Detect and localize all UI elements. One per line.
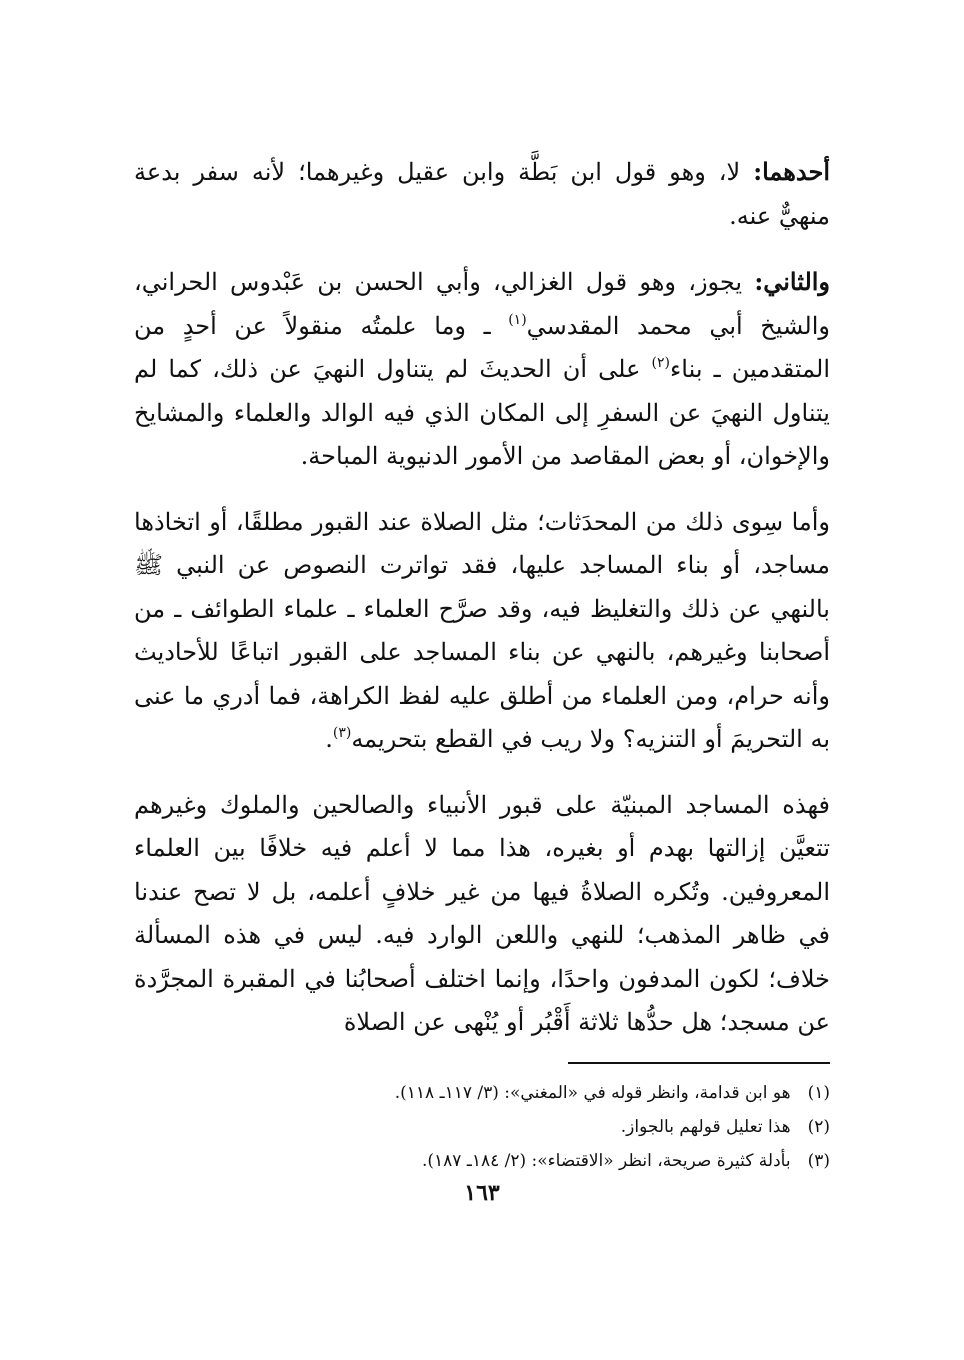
footnote-text: هذا تعليل قولهم بالجواز. (620, 1117, 791, 1137)
paragraph-text: يجوز، وهو قول الغزالي، وأبي الحسن بن عَبْدوس الحراني، والشيخ أبي محمد المقدسي (134, 268, 830, 340)
paragraph-text: فهذه المساجد المبنيّة على قبور الأنبياء والصالحين والملوك وغيرهم تتعيَّن إزالتها بهدم أو بغيره، هذا مما لا أعلم فيه خلافًا بين العلماء المعروفين. وتُكره الصلاةُ فيها من غير خلافٍ أعلمه، بل لا تصح عندنا في ظاهر المذهب؛ للنهي واللعن الوارد فيه. ليس في هذه المسألة خلاف؛ لكون المدفون واحدًا، وإنما اختلف أصحابُنا في المقبرة المجرَّدة عن مسجد؛ هل حدُّها ثلاثة أَقْبُر أو يُنْهى عن الصلاة (134, 790, 830, 1036)
paragraph-text: على أن الحديثَ لم يتناول النهيَ عن ذلك، كما لم يتناول النهيَ عن السفرِ إلى المكان الذي فيه الوالد والعلماء والمشايخ والإخوان، أو بعض المقاصد من الأمور الدنيوية المباحة. (134, 355, 830, 470)
footnote-number: (١) (807, 1083, 830, 1103)
footnote-text: بأدلة كثيرة صريحة، انظر «الاقتضاء»: (٢/ ١٨٤ـ ١٨٧). (421, 1151, 791, 1171)
paragraph-text: وأما سِوى ذلك من المحدَثات؛ مثل الصلاة عند القبور مطلقًا، أو اتخاذها مساجد، أو بناء المساجد عليها، فقد تواترت النصوص عن النبي ﷺ بالنهي عن ذلك والتغليظ فيه، وقد صرَّح العلماء ـ علماء الطوائف ـ من أصحابنا وغيرهم، بالنهي عن بناء المساجد على القبور اتباعًا للأحاديث وأنه حرام، ومن العلماء من أطلق عليه لفظ الكراهة، فما أدري ما عنى به التحريمَ أو التنزيه؟ ولا ريب في القطع بتحريمه (134, 507, 830, 753)
paragraph-lead: أحدهما: (753, 157, 831, 186)
paragraph-text: لا، وهو قول ابن بَطَّة وابن عقيل وغيرهما؛ لأنه سفر بدعة منهيٌّ عنه. (134, 158, 830, 230)
footnote-ref-2[interactable]: (٢) (651, 355, 671, 371)
paragraph-lead: والثاني: (754, 267, 831, 296)
footnote-3 (300, 1144, 830, 1178)
footnote-2 (300, 1110, 830, 1144)
footnote-divider (568, 1062, 830, 1064)
footnote-number: (٣) (807, 1151, 830, 1171)
paragraph-innovations (134, 501, 830, 762)
footnote-ref-3[interactable]: (٣) (332, 725, 352, 741)
page-number: ١٦٣ (464, 1180, 500, 1206)
paragraph-text: . (325, 725, 333, 753)
footnotes (300, 1076, 830, 1178)
footnote-1 (300, 1076, 830, 1110)
footnote-number: (٢) (807, 1117, 830, 1137)
main-text (134, 150, 830, 1067)
paragraph-second-opinion (134, 260, 830, 479)
paragraph-mosques-on-graves (134, 784, 830, 1045)
paragraph-text: ـ وما علمتُه منقولاً عن أحدٍ من المتقدمين ـ بناء (134, 311, 830, 383)
footnote-text: هو ابن قدامة، وانظر قوله في «المغني»: (٣/ ١١٧ـ ١١٨). (394, 1083, 791, 1103)
paragraph-first-opinion (134, 150, 830, 238)
footnote-ref-1[interactable]: (١) (508, 311, 527, 328)
